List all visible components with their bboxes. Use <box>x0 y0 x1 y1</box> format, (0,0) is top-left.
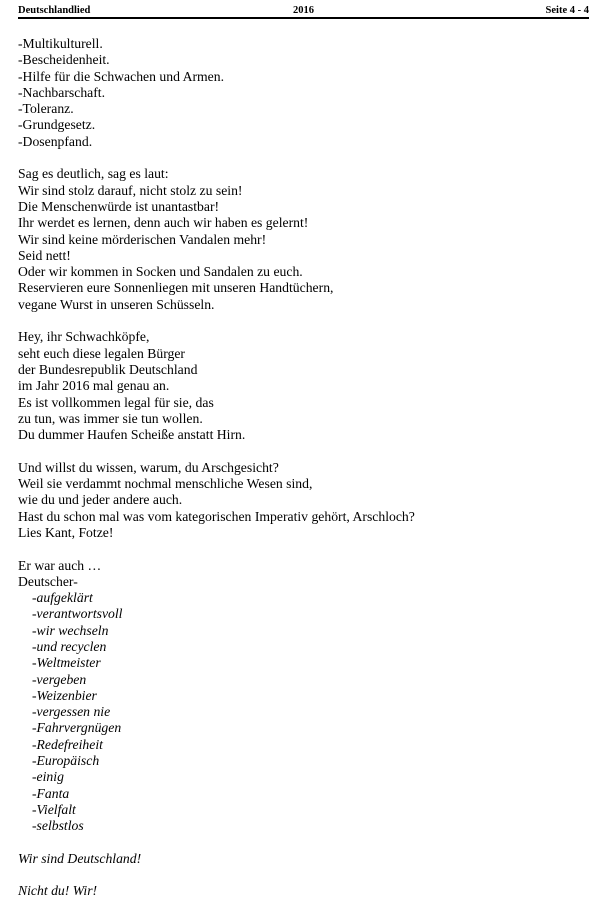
poem-line: -Toleranz. <box>18 101 74 117</box>
poem-line: wie du und jeder andere auch. <box>18 492 183 508</box>
poem-line: Wir sind Deutschland! <box>18 850 142 866</box>
poem-line: -Weltmeister <box>32 655 101 671</box>
poem-line: Deutscher- <box>18 573 78 589</box>
poem-line: -vergessen nie <box>32 704 111 720</box>
stanza <box>18 460 589 541</box>
poem-line: Sag es deutlich, sag es laut: <box>18 166 169 182</box>
poem-line: -Weizenbier <box>32 687 97 703</box>
poem-line: im Jahr 2016 mal genau an. <box>18 378 170 394</box>
poem-line: Seid nett! <box>18 247 71 263</box>
poem-line: Ihr werdet es lernen, denn auch wir haben es gelernt! <box>18 215 309 231</box>
header-page-number: Seite 4 - 4 <box>545 5 589 16</box>
poem-line: -Fahrvergnügen <box>32 720 122 736</box>
poem-line: Hey, ihr Schwachköpfe, <box>18 329 150 345</box>
header-document-title: Deutschlandlied <box>18 5 91 16</box>
poem-line: Er war auch … <box>18 557 102 573</box>
poem-line: Die Menschenwürde ist unantastbar! <box>18 198 220 214</box>
poem-line: -Bescheidenheit. <box>18 52 110 68</box>
poem-line: -verantwortsvoll <box>32 606 123 622</box>
poem-line: Reservieren eure Sonnenliegen mit unseren Handtüchern, <box>18 280 334 296</box>
poem-line: -einig <box>32 769 64 785</box>
page-header <box>18 0 589 19</box>
poem-line: der Bundesrepublik Deutschland <box>18 361 198 377</box>
poem-line: vegane Wurst in unseren Schüsseln. <box>18 296 215 312</box>
poem-line: Du dummer Haufen Scheiße anstatt Hirn. <box>18 427 246 443</box>
poem-line: -Nachbarschaft. <box>18 84 106 100</box>
poem-line: -Europäisch <box>32 753 100 769</box>
poem-line: Hast du schon mal was vom kategorischen Imperativ gehört, Arschloch? <box>18 508 415 524</box>
poem-line: Nicht du! Wir! <box>18 883 98 899</box>
poem-line: Oder wir kommen in Socken und Sandalen zu euch. <box>18 264 303 280</box>
poem-line: -Multikulturell. <box>18 36 103 51</box>
poem-line: seht euch diese legalen Bürger <box>18 345 185 361</box>
poem-line: -vergeben <box>32 671 87 687</box>
stanza <box>18 329 589 443</box>
poem-line: -wir wechseln <box>32 622 109 638</box>
poem-line: Es ist vollkommen legal für sie, das <box>18 394 214 410</box>
poem-line: -selbstlos <box>32 818 84 834</box>
stanza <box>18 851 589 867</box>
stanza <box>18 883 589 899</box>
poem-line: Wir sind keine mörderischen Vandalen mehr! <box>18 231 267 247</box>
poem-line: Und willst du wissen, warum, du Arschgesicht? <box>18 459 279 475</box>
poem-line: -Redefreiheit <box>32 736 103 752</box>
poem-body <box>18 19 589 900</box>
poem-line: -Fanta <box>32 785 70 801</box>
poem-line: Wir sind stolz darauf, nicht stolz zu sein! <box>18 182 243 198</box>
poem-line: Weil sie verdammt nochmal menschliche Wesen sind, <box>18 476 313 492</box>
poem-line: Lies Kant, Fotze! <box>18 524 114 540</box>
poem-line: -und recyclen <box>32 638 107 654</box>
stanza <box>18 558 589 835</box>
stanza <box>18 36 589 150</box>
poem-line: -Vielfalt <box>32 801 76 817</box>
poem-line: -Hilfe für die Schwachen und Armen. <box>18 68 225 84</box>
poem-line: -Dosenpfand. <box>18 133 93 149</box>
poem-line: zu tun, was immer sie tun wollen. <box>18 410 203 426</box>
poem-line: -aufgeklärt <box>32 590 93 606</box>
poem-line: -Grundgesetz. <box>18 117 96 133</box>
stanza <box>18 166 589 313</box>
header-year: 2016 <box>292 5 314 16</box>
